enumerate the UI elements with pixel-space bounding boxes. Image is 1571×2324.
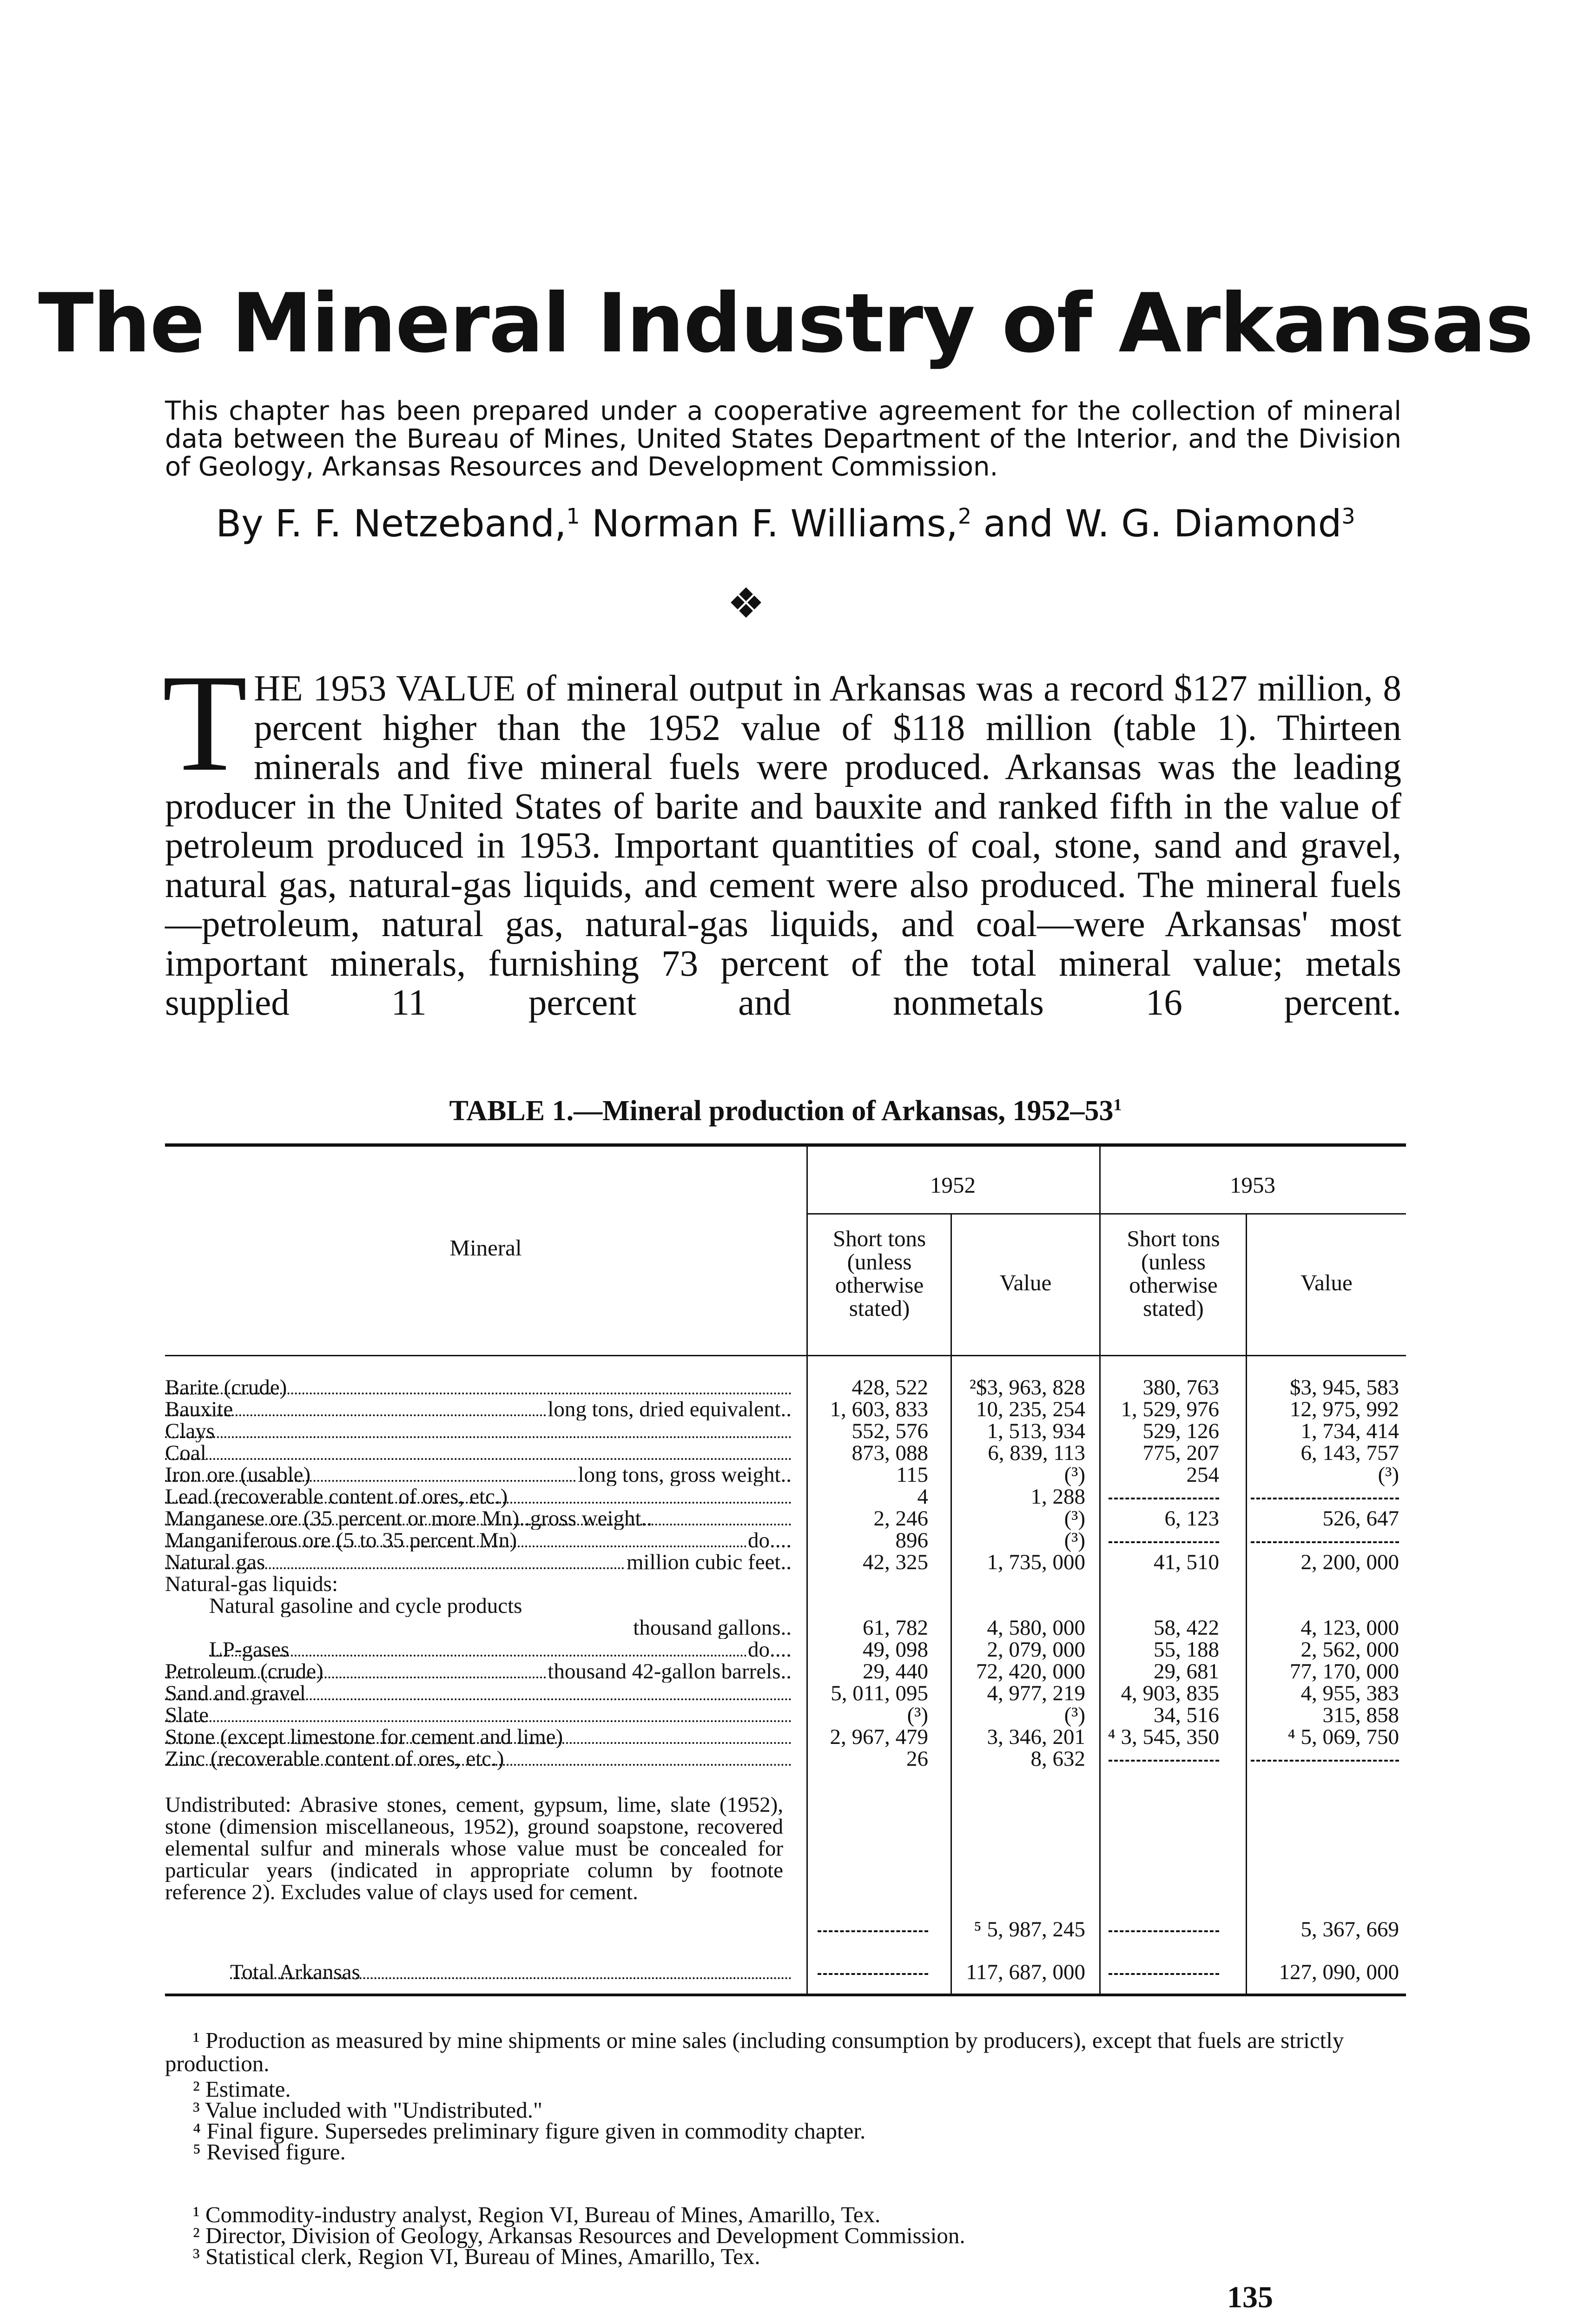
- mineral-name: [165, 1595, 792, 1617]
- quantity-1952: 2, 246: [873, 1506, 928, 1531]
- table-footnote-4: ⁴ Final figure. Supersedes preliminary figure given in commodity chapter.: [193, 2118, 866, 2144]
- table-row: [165, 1420, 1404, 1442]
- quantity-1953: 6, 123: [1164, 1506, 1219, 1531]
- quantity-1952: 61, 782: [863, 1616, 928, 1640]
- column-header-mineral: Mineral: [449, 1235, 522, 1261]
- value-1953: 6, 143, 757: [1300, 1441, 1399, 1465]
- mineral-unit: do....: [746, 1530, 792, 1552]
- author-footnote-3: ³ Statistical clerk, Region VI, Bureau of Mines, Amarillo, Tex.: [193, 2244, 760, 2269]
- mineral-label: Sand and gravel: [165, 1683, 308, 1704]
- mineral-name: [165, 1399, 792, 1420]
- header-bottom-rule: [165, 1355, 1406, 1356]
- value-1952: (³): [1064, 1703, 1085, 1727]
- total-value-1953: 127, 090, 000: [1279, 1960, 1399, 1984]
- column-header-1952: 1952: [930, 1172, 976, 1198]
- table-caption-text: TABLE 1.—Mineral production of Arkansas, 1952–53: [449, 1095, 1114, 1127]
- author-footnote-2: ² Director, Division of Geology, Arkansas Resources and Development Commission.: [193, 2223, 965, 2248]
- mineral-label: Stone (except limestone for cement and lime): [165, 1726, 565, 1748]
- mineral-label: Petroleum (crude): [165, 1661, 325, 1683]
- value-1952: 1, 735, 000: [987, 1550, 1085, 1574]
- mineral-name: [165, 1748, 792, 1770]
- and-label: and: [983, 502, 1054, 545]
- author-netzeband: F. F. Netzeband,: [275, 502, 567, 545]
- table-row: [165, 1617, 1404, 1639]
- table-row: [165, 1573, 1404, 1595]
- intro-lead: HE 1953 VALUE: [254, 668, 516, 709]
- column-header-short-tons-1952: Short tons (unless otherwise stated): [832, 1226, 926, 1321]
- quantity-1952: 42, 325: [863, 1550, 928, 1574]
- mineral-name: [165, 1464, 792, 1486]
- quantity-1952: 896: [895, 1528, 928, 1552]
- quantity-1953: 41, 510: [1154, 1550, 1219, 1574]
- mineral-name: [165, 1661, 792, 1683]
- quantity-1953: 380, 763: [1142, 1375, 1219, 1400]
- mineral-label: Lead (recoverable content of ores, etc.): [165, 1486, 509, 1508]
- by-label: By: [216, 502, 264, 545]
- drop-cap: T: [162, 646, 248, 800]
- mineral-name: [165, 1617, 792, 1639]
- mineral-name: [165, 1573, 792, 1595]
- value-1953: 77, 170, 000: [1290, 1659, 1399, 1684]
- value-1953: 1, 734, 414: [1300, 1419, 1399, 1443]
- value-1953: ⁴ 5, 069, 750: [1287, 1725, 1399, 1749]
- value-1952: 6, 839, 113: [988, 1441, 1085, 1465]
- author-note-ref: 3: [1341, 503, 1355, 529]
- value-1953: $3, 945, 583: [1290, 1375, 1399, 1400]
- quantity-1953-empty: [1089, 1961, 1219, 1983]
- table-footnote-2: ² Estimate.: [193, 2076, 291, 2102]
- mineral-label: Clays: [165, 1420, 217, 1442]
- intro-paragraph: [162, 646, 1401, 1023]
- mineral-name: [165, 1530, 792, 1552]
- total-value-1952: 117, 687, 000: [966, 1960, 1085, 1984]
- column-header-value-1953: Value: [1300, 1270, 1353, 1295]
- quantity-1953: 1, 529, 976: [1121, 1397, 1219, 1421]
- quantity-1952: 26: [906, 1747, 928, 1771]
- mineral-name: [165, 1683, 792, 1704]
- mineral-unit: thousand 42-gallon barrels..: [546, 1661, 792, 1683]
- mineral-unit: thousand gallons..: [631, 1617, 792, 1639]
- mineral-name: [165, 1420, 792, 1442]
- table-caption: [0, 1095, 1571, 1128]
- quantity-1952: 873, 088: [852, 1441, 928, 1465]
- column-header-value-1952: Value: [999, 1270, 1052, 1295]
- quantity-1953-empty: [1089, 1530, 1219, 1552]
- table-footnote-1: ¹ Production as measured by mine shipments or mine sales (including consumption by producers), except that fuels are strictly production.: [165, 2027, 1344, 2076]
- mineral-label: Manganiferous ore (5 to 35 percent Mn): [165, 1530, 519, 1552]
- value-1953-empty: [1225, 1530, 1399, 1552]
- cooperative-note: This chapter has been prepared under a cooperative agreement for the collection of mineral data between the Bureau of Mines, United States Department of the Interior, and the Division of Geology, Arkansas Resources and Development Commission.: [165, 396, 1401, 482]
- page-number: 135: [1227, 2280, 1273, 2314]
- value-1953: 5, 367, 669: [1300, 1917, 1399, 1941]
- total-label-text: Total Arkansas: [230, 1961, 362, 1983]
- author-williams: Norman F. Williams,: [592, 502, 958, 545]
- value-1953: 315, 858: [1322, 1703, 1399, 1727]
- table-row: [165, 1399, 1404, 1420]
- undistributed-note: Undistributed: Abrasive stones, cement, gypsum, lime, slate (1952), stone (dimension miscellaneous, 1952), ground soapstone, recovered elemental sulfur and minerals whose value must be concealed for particular years (indicated in appropriate column by footnote reference 2). Excludes value of clays used for cement.: [165, 1793, 783, 1904]
- author-footnote-1: ¹ Commodity-industry analyst, Region VI, Bureau of Mines, Amarillo, Tex.: [193, 2202, 881, 2227]
- quantity-1953: 254: [1186, 1463, 1219, 1487]
- quantity-1953: 4, 903, 835: [1121, 1681, 1219, 1705]
- table-row-total: [165, 1961, 1404, 1983]
- mineral-label: Slate: [165, 1704, 211, 1726]
- author-line: [0, 502, 1571, 545]
- mineral-name: [165, 1442, 792, 1464]
- value-1953: 2, 562, 000: [1300, 1637, 1399, 1662]
- quantity-1953-empty: [1089, 1486, 1219, 1508]
- mineral-name: [165, 1508, 792, 1530]
- table-footnote-3: ³ Value included with "Undistributed.": [193, 2097, 542, 2123]
- year-header-rule: [806, 1213, 1406, 1215]
- mineral-name: [165, 1377, 792, 1399]
- mineral-name: [165, 1726, 792, 1748]
- quantity-1953: ⁴ 3, 545, 350: [1108, 1725, 1219, 1749]
- ornament-icon: ❖: [727, 581, 765, 627]
- value-1952: 1, 288: [1030, 1485, 1085, 1509]
- column-header-1953: 1953: [1230, 1172, 1275, 1198]
- value-1953: (³): [1378, 1463, 1399, 1487]
- quantity-1952: 428, 522: [852, 1375, 928, 1400]
- quantity-1953-empty: [1089, 1748, 1219, 1770]
- value-1952: 10, 235, 254: [976, 1397, 1085, 1421]
- quantity-1953: 29, 681: [1154, 1659, 1219, 1684]
- table-footnote-5: ⁵ Revised figure.: [193, 2139, 346, 2165]
- intro-text: of mineral output in Arkansas was a record $127 million, 8 percent higher than the 1952 value of $118 million (table 1). Thirteen minerals and five mineral fuels were produced. Arkansas was the leading producer in the United States of barite and bauxite and ranked fifth in the value of petroleum produced in 1953. Important quantities of coal, stone, sand and gravel, natural gas, natural-gas liquids, and cement were also produced. The mineral fuels—petroleum, natural gas, natural-gas liquids, and coal—were Arkansas' most important minerals, furnishing 73 percent of the total mineral value; metals supplied 11 percent and nonmetals 16 percent.: [165, 668, 1401, 1023]
- table-row: [165, 1552, 1404, 1573]
- value-1952: 72, 420, 000: [976, 1659, 1085, 1684]
- value-1953: 2, 200, 000: [1300, 1550, 1399, 1574]
- table-row: [165, 1748, 1404, 1770]
- quantity-1952-empty: [798, 1961, 928, 1983]
- quantity-1952: 49, 098: [863, 1637, 928, 1662]
- mineral-name: [165, 1704, 792, 1726]
- quantity-1953: 529, 126: [1142, 1419, 1219, 1443]
- table-row: [165, 1704, 1404, 1726]
- quantity-1952-empty: [798, 1919, 928, 1941]
- table-row: [165, 1442, 1404, 1464]
- author-note-ref: 1: [566, 503, 580, 529]
- value-1953-empty: [1225, 1486, 1399, 1508]
- mineral-label: Zinc (recoverable content of ores, etc.): [165, 1748, 506, 1770]
- quantity-1952: (³): [907, 1703, 928, 1727]
- value-1952: 1, 513, 934: [987, 1419, 1085, 1443]
- quantity-1952: 1, 603, 833: [830, 1397, 928, 1421]
- value-1952: ²$3, 963, 828: [969, 1375, 1085, 1400]
- quantity-1952: 552, 576: [852, 1419, 928, 1443]
- table-row: [165, 1508, 1404, 1530]
- quantity-1953-empty: [1089, 1919, 1219, 1941]
- mineral-unit: long tons, dried equivalent..: [546, 1399, 792, 1420]
- mineral-label: Natural-gas liquids:: [165, 1573, 338, 1595]
- quantity-1952: 2, 967, 479: [830, 1725, 928, 1749]
- total-label: [165, 1961, 792, 1983]
- value-1952: 4, 580, 000: [987, 1616, 1085, 1640]
- mineral-name: [165, 1552, 792, 1573]
- table-row: [165, 1726, 1404, 1748]
- table-row-undistributed-values: [165, 1919, 1404, 1941]
- value-1953: 12, 975, 992: [1290, 1397, 1399, 1421]
- table-row: [165, 1464, 1404, 1486]
- quantity-1953: 34, 516: [1154, 1703, 1219, 1727]
- table-bottom-rule: [165, 1994, 1406, 1996]
- author-note-ref: 2: [957, 503, 972, 529]
- mineral-label: Iron ore (usable): [165, 1464, 312, 1486]
- mineral-label: Manganese ore (35 percent or more Mn)..gross weight..: [165, 1508, 654, 1530]
- mineral-label: Coal: [165, 1442, 208, 1464]
- value-1953-empty: [1225, 1748, 1399, 1770]
- value-1952: 8, 632: [1030, 1747, 1085, 1771]
- table-row: [165, 1377, 1404, 1399]
- quantity-1953: 775, 207: [1142, 1441, 1219, 1465]
- value-1953: 4, 123, 000: [1300, 1616, 1399, 1640]
- quantity-1953: 58, 422: [1154, 1616, 1219, 1640]
- quantity-1953: 55, 188: [1154, 1637, 1219, 1662]
- value-1953: 4, 955, 383: [1300, 1681, 1399, 1705]
- author-diamond: W. G. Diamond: [1065, 502, 1342, 545]
- mineral-name: [165, 1639, 792, 1661]
- mineral-label: Bauxite: [165, 1399, 235, 1420]
- table-row: [165, 1683, 1404, 1704]
- value-1952: ⁵ 5, 987, 245: [974, 1917, 1085, 1941]
- value-1952: (³): [1064, 1506, 1085, 1531]
- quantity-1952: 5, 011, 095: [831, 1681, 928, 1705]
- value-1952: (³): [1064, 1463, 1085, 1487]
- mineral-label: LP-gases: [209, 1639, 291, 1661]
- quantity-1952: 29, 440: [863, 1659, 928, 1684]
- mineral-unit: long tons, gross weight..: [576, 1464, 792, 1486]
- mineral-label: Barite (crude): [165, 1377, 289, 1399]
- mineral-unit: million cubic feet..: [625, 1552, 792, 1573]
- column-header-short-tons-1953: Short tons (unless otherwise stated): [1127, 1226, 1220, 1321]
- page-title: The Mineral Industry of Arkansas: [38, 277, 1533, 371]
- value-1952: 3, 346, 201: [987, 1725, 1085, 1749]
- table-row: [165, 1595, 1404, 1617]
- value-1953: 526, 647: [1322, 1506, 1399, 1531]
- table-row: [165, 1639, 1404, 1661]
- mineral-label: Natural gasoline and cycle products: [209, 1595, 522, 1617]
- mineral-label: Natural gas: [165, 1552, 267, 1573]
- table-top-rule: [165, 1143, 1406, 1147]
- quantity-1952: 115: [896, 1463, 928, 1487]
- table-row: [165, 1661, 1404, 1683]
- table-row: [165, 1486, 1404, 1508]
- mineral-unit: do....: [746, 1639, 792, 1661]
- value-1952: 2, 079, 000: [987, 1637, 1085, 1662]
- quantity-1952: 4: [917, 1485, 928, 1509]
- value-1952: (³): [1064, 1528, 1085, 1552]
- table-row: [165, 1530, 1404, 1552]
- table-caption-note-ref: 1: [1113, 1095, 1122, 1114]
- mineral-name: [165, 1486, 792, 1508]
- value-1952: 4, 977, 219: [987, 1681, 1085, 1705]
